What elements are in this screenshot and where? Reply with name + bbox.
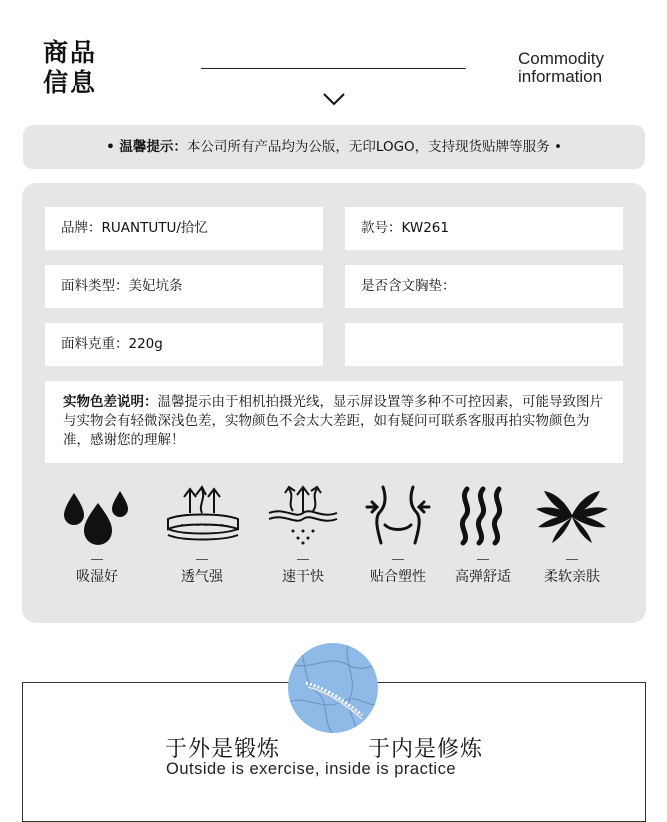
feature-dash: [392, 559, 404, 560]
feature-dash: [91, 559, 103, 560]
title-cn-line2: 信息: [43, 68, 98, 97]
spec-model: 款号：KW261: [345, 207, 623, 250]
feature-label: 柔软亲肤: [544, 569, 600, 585]
notice-bar: [23, 125, 645, 169]
slogan-en: Outside is exercise, inside is practice: [166, 760, 457, 778]
section-title-en: [518, 50, 604, 86]
notice-text: 本公司所有产品均为公版，无印LOGO，支持现货贴牌等服务 •: [186, 139, 562, 155]
feature-dash: [477, 559, 489, 560]
breathable-fabric-icon: [162, 485, 242, 547]
slogan-cn-left: 于外是锻炼: [165, 737, 281, 762]
feature-item: [353, 485, 443, 586]
note-title: 实物色差说明：: [63, 394, 158, 410]
elastic-waves-icon: [453, 485, 513, 547]
note-text: 温馨提示由于相机拍摄光线，显示屏设置等多种不可控因素，可能导致图片与实物会有轻微深浅色差，实物颜色不会太大差距，如有疑问可联系客服再拍实物颜色为准，感谢您的理解！: [63, 394, 603, 448]
body-fit-icon: [363, 485, 433, 547]
feature-item: [438, 485, 528, 586]
spec-fabric-weight: 面料克重：220g: [45, 323, 323, 366]
slogan-cn-right: 于内是修炼: [368, 737, 484, 762]
feature-label: 贴合塑性: [370, 569, 426, 585]
title-en-line2: information: [518, 67, 603, 86]
feature-label: 吸湿好: [76, 569, 118, 585]
feature-label: 高弹舒适: [455, 569, 511, 585]
feature-label: 透气强: [181, 569, 223, 585]
soft-feather-icon: [532, 485, 612, 547]
title-cn-line1: 商品: [43, 38, 98, 67]
spec-brand: 品牌：RUANTUTU/拾忆: [45, 207, 323, 250]
section-title-cn: [43, 38, 97, 98]
notice-prefix: • 温馨提示：: [106, 139, 187, 155]
spec-fabric-type: 面料类型：美妃坑条: [45, 265, 323, 308]
chevron-down-icon: [322, 92, 346, 106]
feature-item: [157, 485, 247, 586]
product-detail-image: [288, 643, 378, 733]
water-drops-icon: [62, 485, 132, 547]
feature-item: [52, 485, 142, 586]
spec-empty-cell: [345, 323, 623, 366]
spec-chest-pad: 是否含文胸垫：: [345, 265, 623, 308]
feature-dash: [566, 559, 578, 560]
feature-label: 速干快: [282, 569, 324, 585]
feature-dash: [196, 559, 208, 560]
feature-item: [527, 485, 617, 586]
title-en-line1: Commodity: [518, 49, 604, 68]
color-difference-note: [45, 381, 623, 463]
title-divider-line: [201, 68, 466, 69]
quick-dry-icon: [265, 485, 341, 547]
feature-item: [258, 485, 348, 586]
feature-dash: [297, 559, 309, 560]
